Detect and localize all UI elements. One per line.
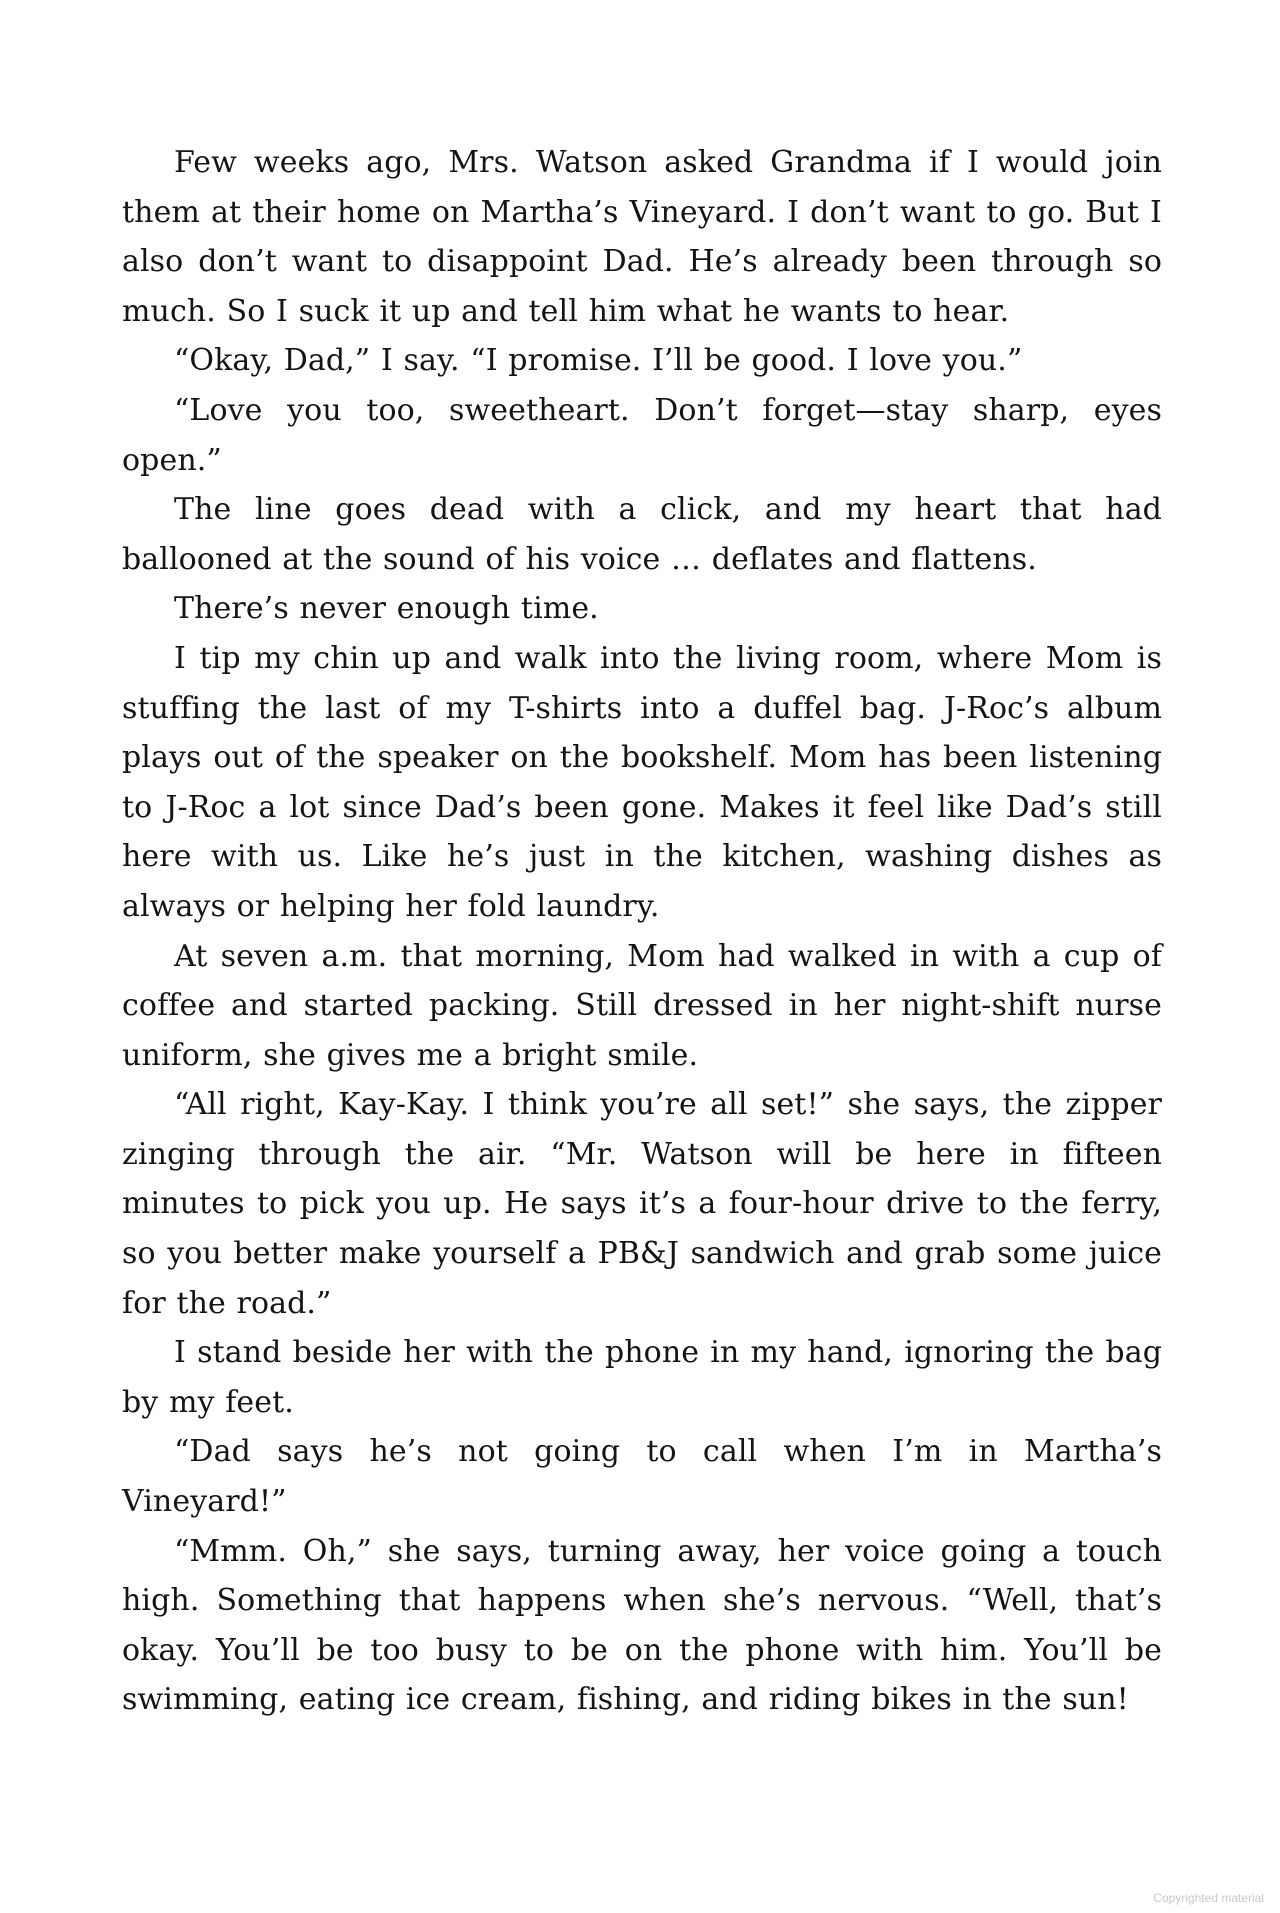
paragraph: “Love you too, sweetheart. Don’t forget—stay sharp, eyes open.” bbox=[122, 392, 1162, 478]
paragraph: I tip my chin up and walk into the living room, where Mom is stuffing the last of my T-shirts into a duffel bag. J-Roc’s album plays out of the speaker on the bookshelf. Mom has been listening to J-Roc a lot since Dad’s been gone. Makes it feel like Dad’s still here with us. Like he’s just in the kitchen, washing dishes as always or helping her fold laundry. bbox=[122, 640, 1162, 924]
paragraph: “Okay, Dad,” I say. “I promise. I’ll be good. I love you.” bbox=[174, 343, 1023, 379]
paragraph: “Mmm. Oh,” she says, turning away, her voice going a touch high. Something that happens when she’s nervous. “Well, that’s okay. You’ll be too busy to be on the phone with him. You’ll be swimming, eating ice cream, fishing, and riding bikes in the sun! bbox=[122, 1533, 1162, 1718]
copyright-watermark: Copyrighted material bbox=[1153, 1891, 1264, 1905]
paragraph: Few weeks ago, Mrs. Watson asked Grandma if I would join them at their home on Martha’s Vineyard. I don’t want to go. But I also don’t want to disappoint Dad. He’s already been through so much. So I suck it up and tell him what he wants to hear. bbox=[122, 145, 1162, 329]
paragraph: “Dad says he’s not going to call when I’m in Martha’s Vineyard!” bbox=[122, 1434, 1162, 1520]
paragraph: The line goes dead with a click, and my heart that had ballooned at the sound of his voice … deflates and flattens. bbox=[122, 492, 1162, 577]
paragraph: I stand beside her with the phone in my hand, ignoring the bag by my feet. bbox=[122, 1335, 1162, 1420]
paragraph: At seven a.m. that morning, Mom had walked in with a cup of coffee and started packing. Still dressed in her night-shift nurse uniform, she gives me a bright smile. bbox=[122, 938, 1162, 1073]
page-body bbox=[122, 138, 1162, 1725]
paragraph: “All right, Kay-Kay. I think you’re all set!” she says, the zipper zinging through the air. “Mr. Watson will be here in fifteen minutes to pick you up. He says it’s a four-hour drive to the ferry, so you better make yourself a PB&J sandwich and grab some juice for the road.” bbox=[122, 1087, 1162, 1321]
paragraph: There’s never enough time. bbox=[174, 591, 599, 627]
